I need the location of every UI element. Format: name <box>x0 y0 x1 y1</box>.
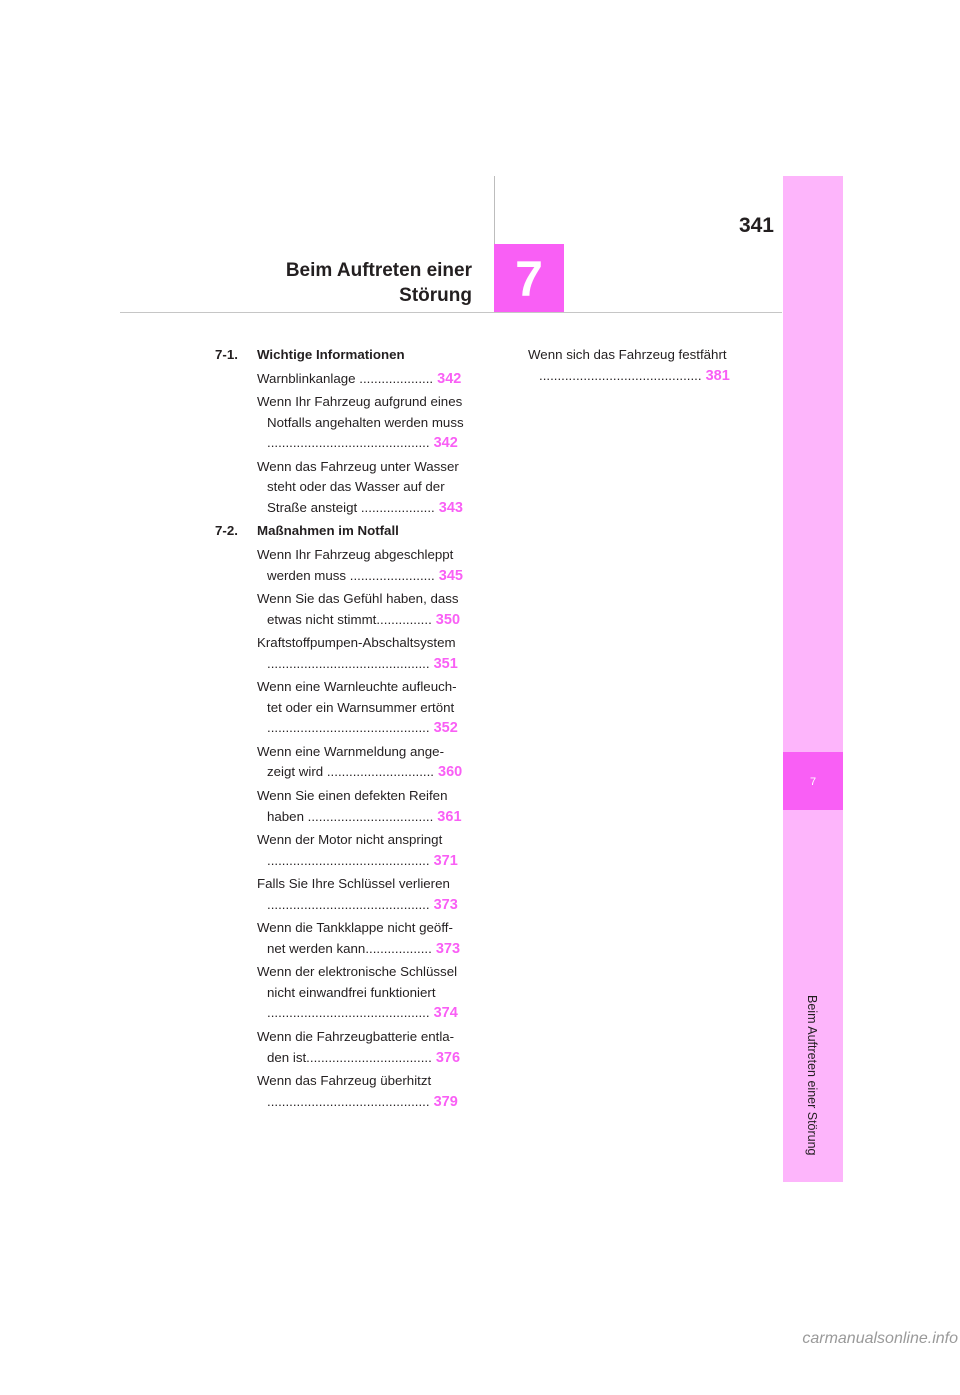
toc-entry-text: Wenn eine Warnmeldung ange- <box>257 743 445 759</box>
header-divider-vertical <box>494 176 495 244</box>
toc-entry-text: Wenn eine Warnleuchte aufleuch- <box>257 679 457 695</box>
toc-page-link[interactable]: 381 <box>701 367 730 384</box>
toc-entry-text: Wenn die Fahrzeugbatterie entla- <box>257 1029 455 1044</box>
side-tab-chapter-number: 7 <box>783 752 843 810</box>
toc-page-link[interactable]: 342 <box>429 435 458 452</box>
toc-page-link[interactable]: 350 <box>431 611 461 628</box>
toc-entry-text: tet oder ein Warnsummer ertönt <box>267 699 455 715</box>
toc-entry-text: Kraftstoffpumpen-Abschaltsystem <box>257 635 456 651</box>
toc-section-title: Wichtige Informationen <box>257 347 405 362</box>
toc-entry-text: werden muss ....................... 345 <box>267 567 463 584</box>
toc-entry-text: ............................................ 381 <box>539 367 730 384</box>
toc-page-link[interactable]: 373 <box>429 896 458 913</box>
chapter-title-line2: Störung <box>399 285 472 306</box>
toc-entry-text: nicht einwandfrei funktioniert <box>267 984 436 1000</box>
toc-entry-text: Wenn das Fahrzeug überhitzt <box>257 1073 432 1089</box>
toc-entry-text: Wenn der elektronische Schlüssel <box>257 964 458 980</box>
toc-entry-text: ............................................ 371 <box>267 852 458 869</box>
toc-entry-text: Straße ansteigt .................... 343 <box>267 499 463 516</box>
toc-page-link[interactable]: 342 <box>433 370 462 387</box>
toc-entry-text: Wenn die Tankklappe nicht geöff- <box>257 920 453 936</box>
toc-entry-text: Wenn Sie einen defekten Reifen <box>257 788 448 803</box>
toc-entry-text: steht oder das Wasser auf der <box>267 479 445 495</box>
side-tab-chapter-label: Beim Auftreten einer Störung <box>805 995 819 1156</box>
toc-entry-text: net werden kann.................. 373 <box>267 940 461 957</box>
toc-page-link[interactable]: 343 <box>434 499 463 516</box>
toc-entry-text: Warnblinkanlage .................... 342 <box>257 370 462 387</box>
page-number: 341 <box>738 214 774 237</box>
toc-entry-text: Falls Sie Ihre Schlüssel verlieren <box>257 876 450 892</box>
toc-entry-text: ............................................ 351 <box>267 655 458 672</box>
toc-page-link[interactable]: 374 <box>429 1005 458 1022</box>
toc-page-link[interactable]: 345 <box>434 567 463 584</box>
toc-section-number: 7-2. <box>215 523 238 539</box>
toc-entry-text: ............................................ 352 <box>267 720 458 737</box>
toc-entry-text: Wenn der Motor nicht anspringt <box>257 832 443 848</box>
toc-page-link[interactable]: 379 <box>429 1093 458 1110</box>
toc-page-link[interactable]: 373 <box>431 940 461 957</box>
toc-entry-text: Wenn das Fahrzeug unter Wasser <box>257 458 459 474</box>
toc-entry-text: den ist.................................. 376 <box>267 1049 461 1066</box>
toc-entry-text: Notfalls angehalten werden muss <box>267 414 464 430</box>
toc-entry-text: Wenn sich das Fahrzeug festfährt <box>528 347 727 362</box>
toc-page-link[interactable]: 361 <box>433 808 462 825</box>
toc-entry-text: Wenn Ihr Fahrzeug aufgrund eines <box>257 394 463 410</box>
toc-section-number: 7-1. <box>215 347 238 362</box>
toc-entry-text: ............................................ 342 <box>267 435 458 452</box>
toc-page-link[interactable]: 351 <box>429 655 458 672</box>
toc-entry-text: ............................................ 374 <box>267 1005 458 1022</box>
toc-entry-text: ............................................ 373 <box>267 896 458 913</box>
toc-entry-text: haben .................................. 361 <box>267 808 462 825</box>
toc-entry-text: ............................................ 379 <box>267 1093 458 1110</box>
toc-page-link[interactable]: 376 <box>431 1049 461 1066</box>
toc-entry-text: Wenn Sie das Gefühl haben, dass <box>257 591 459 607</box>
header-divider-horizontal <box>120 312 782 313</box>
toc-entry-text: zeigt wird ............................. 360 <box>267 764 463 781</box>
toc-page-link[interactable]: 352 <box>429 720 458 737</box>
toc-entry-text: Wenn Ihr Fahrzeug abgeschleppt <box>257 547 454 562</box>
chapter-number-box: 7 <box>494 244 564 313</box>
toc-page-link[interactable]: 360 <box>434 764 463 781</box>
toc-page-link[interactable]: 371 <box>429 852 458 869</box>
footer-watermark: carmanualsonline.info <box>802 1330 958 1347</box>
toc-entry-text: etwas nicht stimmt............... 350 <box>267 611 461 628</box>
chapter-title-line1: Beim Auftreten einer <box>285 260 472 281</box>
toc-section-title: Maßnahmen im Notfall <box>257 523 399 539</box>
